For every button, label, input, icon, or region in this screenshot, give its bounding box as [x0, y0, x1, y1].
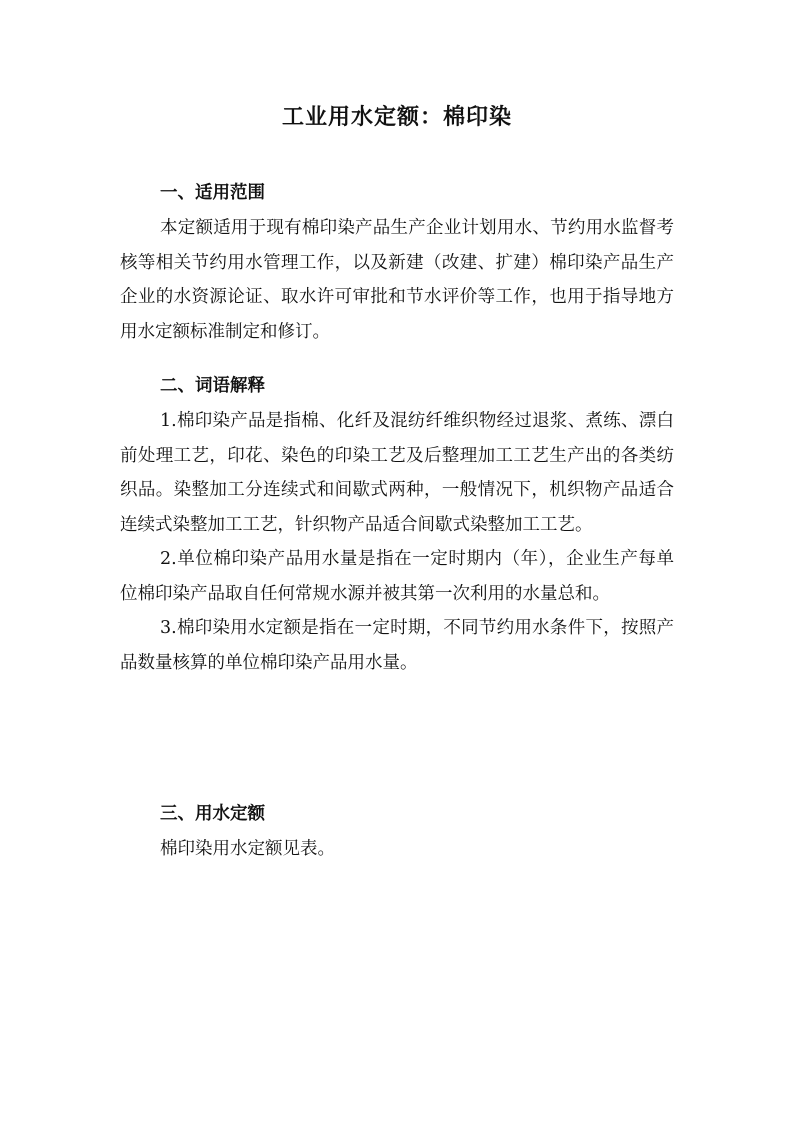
section-heading: 三、用水定额 [160, 804, 265, 824]
section-paragraph: 3.棉印染用水定额是指在一定时期，不同节约用水条件下，按照产品数量核算的单位棉印染产品用水量。 [120, 618, 674, 673]
section-definitions [120, 369, 674, 680]
section-paragraph: 本定额适用于现有棉印染产品生产企业计划用水、节约用水监督考核等相关节约用水管理工作，以及新建（改建、扩建）棉印染产品生产企业的水资源论证、取水许可审批和节水评价等工作，也用于指导地方用水定额标准制定和修订。 [120, 218, 674, 342]
section-scope [120, 176, 674, 349]
section-heading: 一、适用范围 [160, 183, 265, 203]
section-quota [120, 797, 674, 867]
section-paragraph: 棉印染用水定额见表。 [160, 839, 335, 859]
section-paragraph: 1.棉印染产品是指棉、化纤及混纺纤维织物经过退浆、煮练、漂白前处理工艺，印花、染色的印染工艺及后整理加工工艺生产出的各类纺织品。染整加工分连续式和间歇式两种，一般情况下，机织物产品适合连续式染整加工工艺，针织物产品适合间歇式染整加工工艺。 [120, 411, 674, 535]
document-title: 工业用水定额：棉印染 [281, 105, 512, 130]
section-paragraph: 2.单位棉印染产品用水量是指在一定时期内（年），企业生产每单位棉印染产品取自任何常规水源并被其第一次利用的水量总和。 [120, 549, 674, 604]
section-heading: 二、词语解释 [160, 376, 265, 396]
